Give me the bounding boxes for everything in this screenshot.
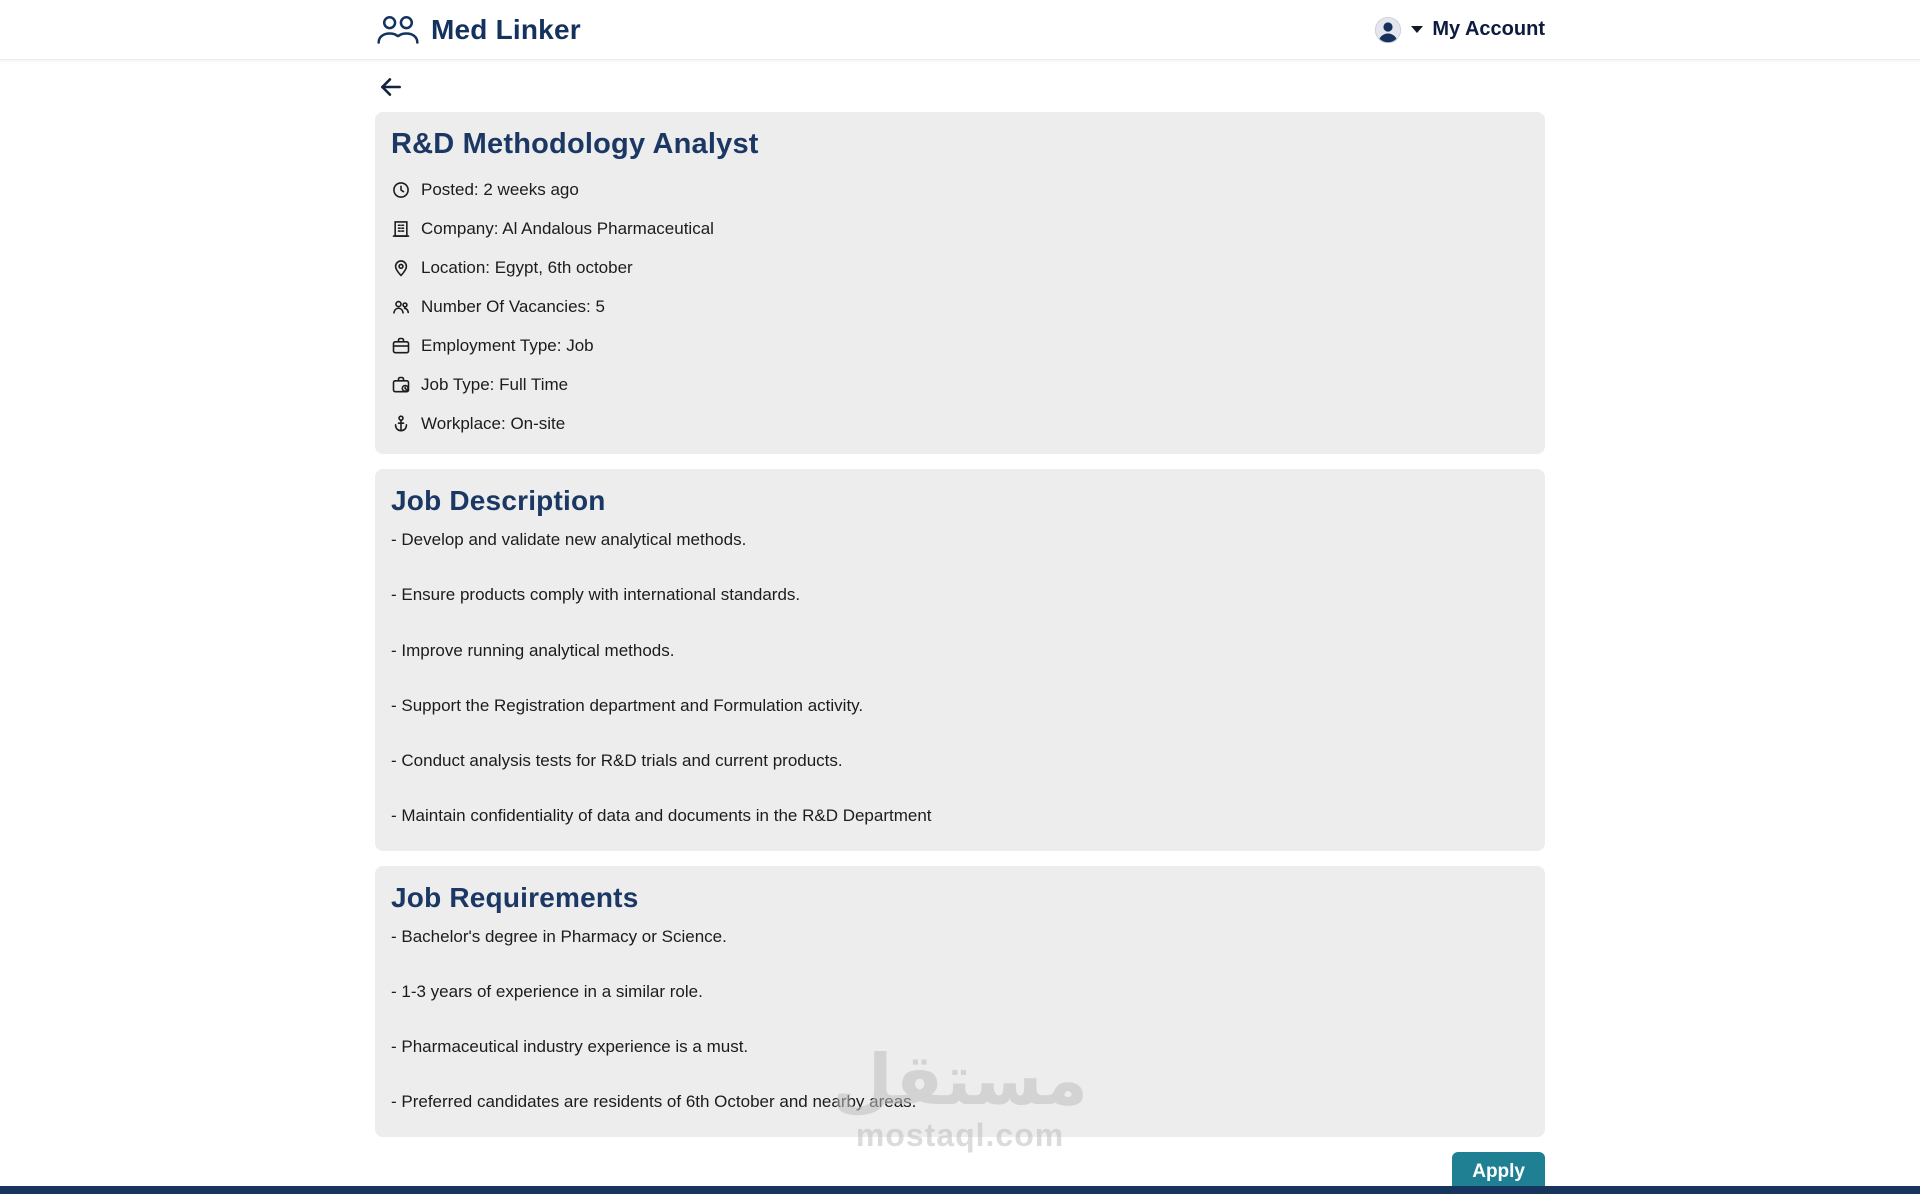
job-description-item: - Develop and validate new analytical methods. [391,530,747,549]
briefcase-clock-icon [391,375,411,395]
users-icon [391,297,411,317]
back-button[interactable] [375,72,407,102]
job-title: R&D Methodology Analyst [391,128,759,160]
job-description-heading: Job Description [391,485,606,516]
job-description-item: - Maintain confidentiality of data and documents in the R&D Department [391,806,932,826]
watermark-domain-text: mostaql.com [855,1117,1065,1153]
job-requirements-card [375,866,1545,1137]
job-requirement-item: - Preferred candidates are residents of 6th October and nearby areas. [391,1092,917,1112]
location-pin-icon [391,258,411,278]
job-employment-type-text: Employment Type: Job [421,336,594,355]
job-company-text: Company: Al Andalous Pharmaceutical [421,219,714,238]
job-description-item: - Ensure products comply with international standards. [391,585,801,605]
job-meta-row-workplace [391,414,1529,434]
avatar-icon [1374,16,1402,44]
job-description-item: - Conduct analysis tests for R&D trials and current products. [391,751,843,770]
clock-icon [391,180,411,200]
job-meta-row-vacancies [391,297,1529,317]
account-menu[interactable] [1374,16,1545,44]
job-requirements-heading: Job Requirements [391,881,639,913]
job-vacancies-text: Number Of Vacancies: 5 [421,297,605,316]
job-meta-row-location [391,258,1529,278]
job-requirement-item: - Bachelor's degree in Pharmacy or Science. [391,926,727,946]
job-meta-row-company [391,219,1529,239]
top-header [0,0,1920,60]
job-meta-row-employment-type [391,336,1529,356]
building-icon [391,219,411,239]
job-summary-card [375,112,1545,454]
job-meta-row-job-type [391,375,1529,395]
apply-button[interactable]: Apply [1452,1152,1545,1192]
job-type-text: Job Type: Full Time [421,375,569,394]
footer-bar [0,1186,1920,1194]
brand-name: Med Linker [431,13,581,45]
job-description-item: - Improve running analytical methods. [391,640,675,660]
account-label: My Account [1432,18,1545,40]
job-description-item: - Support the Registration department and Formulation activity. [391,695,864,715]
job-details-page [375,72,1545,1137]
brand-logo[interactable] [375,14,581,46]
briefcase-icon [391,336,411,356]
job-location-text: Location: Egypt, 6th october [421,258,633,277]
job-requirement-item: - Pharmaceutical industry experience is a must. [391,1037,749,1056]
job-meta-row-posted [391,180,1529,200]
workplace-icon [391,414,411,434]
med-linker-logo-icon [375,14,421,46]
job-workplace-text: Workplace: On-site [421,414,566,433]
job-requirement-item: - 1-3 years of experience in a similar role. [391,981,703,1001]
job-description-card [375,469,1545,851]
job-posted-text: Posted: 2 weeks ago [421,180,579,199]
watermark-arabic-text: مستقل [831,1039,1088,1121]
chevron-down-icon [1411,26,1423,33]
